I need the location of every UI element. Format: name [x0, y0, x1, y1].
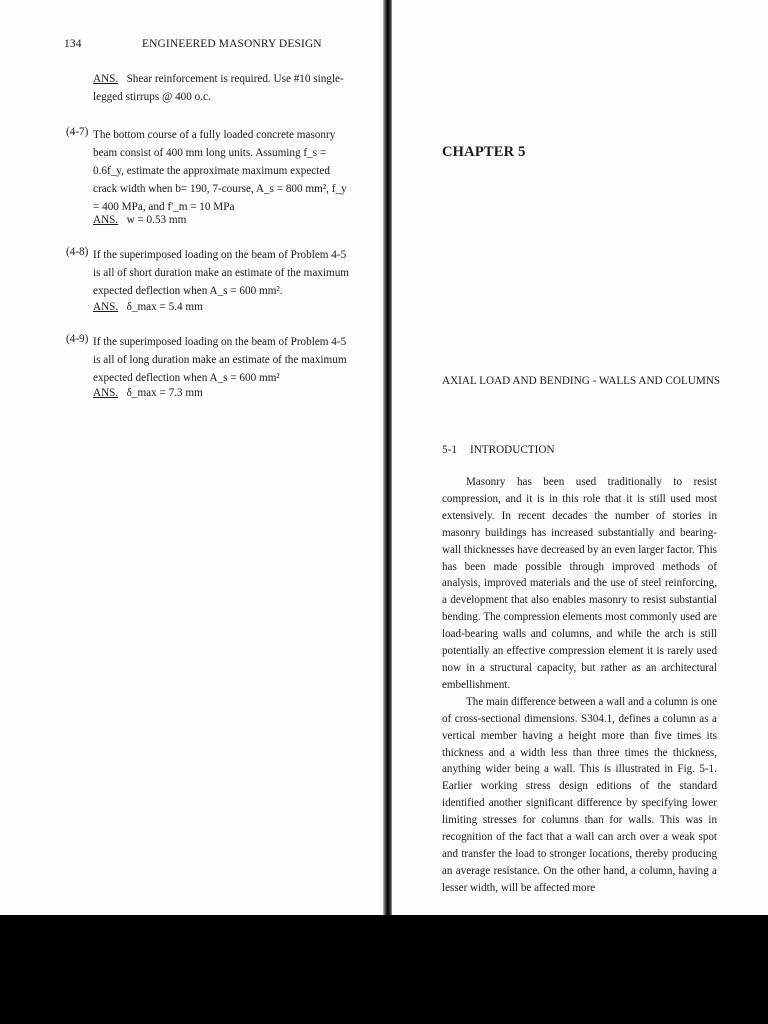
- answer-block: [93, 384, 351, 402]
- paragraph-1: Masonry has been used traditionally to resist compression, and it is in this role that it is still used most extensively. In recent decades the number of stories in masonry buildings has increased substantially and bearing-wall thicknesses have decreased by an even larger factor. This has been made possible through improved methods of analysis, improved materials and the use of steel reinforcing, a development that also enables masonry to resist substantial bending. The compression elements most commonly used are load-bearing walls and columns, and while the arch is still potentially an effective compression element it is rarely used now in a structural capacity, but rather as an architectural embellishment.: [442, 476, 717, 691]
- page-number: 134: [64, 38, 82, 50]
- problem-number: (4-7): [66, 126, 89, 138]
- answer-label: ANS.: [93, 214, 119, 226]
- answer-text: δ_max = 5.4 mm: [126, 301, 203, 313]
- section-title: INTRODUCTION: [470, 444, 555, 456]
- chapter-title: AXIAL LOAD AND BENDING - WALLS AND COLUMNS: [442, 375, 721, 387]
- problem-text: The bottom course of a fully loaded concrete masonry beam consist of 400 mm long units. Assuming f_s = 0.6f_y, estimate the approximate maximum expected crack width when b= 190, 7-course, A_s = 800 mm², f_y = 400 MPa, and f'_m = 10 MPa: [93, 129, 347, 213]
- problem-number: (4-8): [66, 246, 89, 258]
- left-page: [0, 0, 383, 915]
- answer-text: δ_max = 7.3 mm: [126, 387, 203, 399]
- problem-text: If the superimposed loading on the beam of Problem 4-5 is all of long duration make an estimate of the maximum expected deflection when A_s = 600 mm²: [93, 336, 347, 384]
- chapter-heading: CHAPTER 5: [442, 144, 526, 160]
- answer-label: ANS.: [93, 301, 119, 313]
- right-page: [392, 0, 768, 915]
- problem-number: (4-9): [66, 333, 89, 345]
- problem-text: If the superimposed loading on the beam of Problem 4-5 is all of short duration make an estimate of the maximum expected deflection when A_s = 600 mm².: [93, 249, 350, 297]
- answer-block-prev: [93, 70, 351, 106]
- book-gutter: [383, 0, 392, 915]
- answer-block: [93, 211, 351, 229]
- answer-label: ANS.: [93, 73, 119, 85]
- paragraph-2: The main difference between a wall and a column is one of cross-sectional dimensions. S304.1, defines a column as a vertical member having a height more than five times its thickness and a width less than three times the thickness, anything wider being a wall. This is illustrated in Fig. 5-1. Earlier working stress design editions of the standard identified another significant difference by specifying lower limiting stresses for columns than for walls. This was in recognition of the fact that a wall can arch over a weak spot and transfer the load to stronger locations, thereby producing an average resistance. On the other hand, a column, having a lesser width, will be affected more: [442, 695, 717, 894]
- section-number: 5-1: [442, 444, 457, 456]
- body-text: [442, 474, 717, 897]
- running-head: ENGINEERED MASONRY DESIGN: [142, 38, 322, 50]
- answer-block: [93, 298, 351, 316]
- answer-label: ANS.: [93, 387, 119, 399]
- answer-text: w = 0.53 mm: [126, 214, 187, 226]
- answer-text: Shear reinforcement is required. Use #10 single-legged stirrups @ 400 o.c.: [93, 73, 344, 103]
